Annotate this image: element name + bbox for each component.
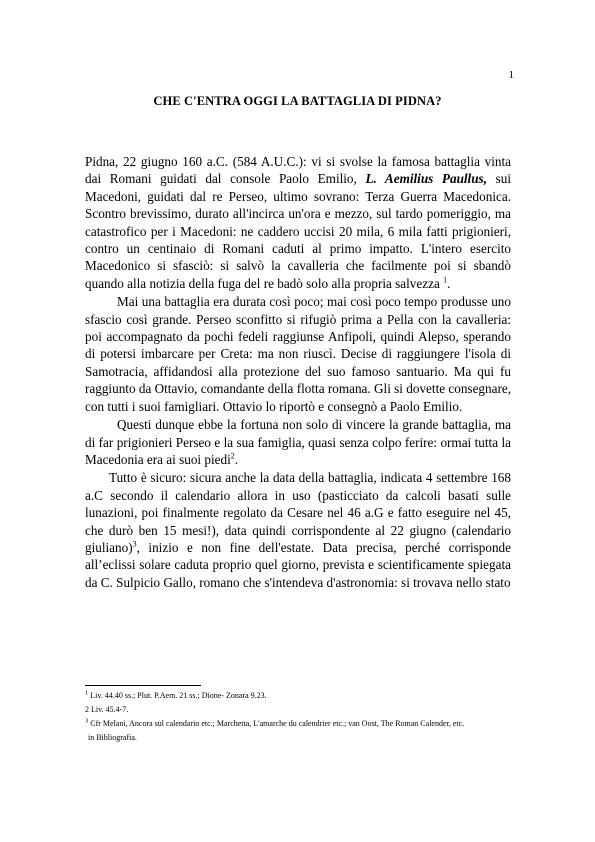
paragraph-3-text: Questi dunque ebbe la fortuna non solo di vincere la grande battaglia, ma di far prigionieri Perseo e la sua famiglia, quasi senza colpo ferire: ormai tutta la Macedonia era ai suoi piedi — [85, 417, 511, 467]
footnote-3-continuation — [85, 731, 511, 745]
footnote-3-number: 3 — [85, 717, 89, 725]
page-number: 1 — [508, 69, 514, 81]
paragraph-4 — [85, 469, 511, 591]
paragraph-1-text-a: Pidna, 22 giugno 160 a.C. (584 A.U.C.): vi si svolse la famosa battaglia vinta dai Romani guidati dal console Paolo Emilio, — [85, 154, 511, 187]
footnote-2-text: 2 Liv. 45.4-7. — [85, 705, 129, 714]
footnote-3-continuation-text: in Bibliografia. — [88, 733, 137, 742]
paragraph-3-end: . — [234, 451, 239, 467]
paragraph-1-text-b: sui Macedoni, guidati dal re Perseo, ultimo sovrano: Terza Guerra Macedonica. Scontro brevissimo, durato all'incirca un'ora e mezzo, sul tardo pomeriggio, ma catastrofico per i Macedoni: ne caddero uccisi 20 mila, 6 mila fatti prigionieri, contro un centinaio di Romani caduti al primo impatto. L'intero esercito Macedonico si sfasciò: si salvò la cavalleria che facilmente poi si sbandò quando alla notizia della fuga del re badò solo alla propria salvezza — [85, 171, 512, 291]
footnote-3 — [85, 717, 511, 731]
paragraph-1 — [85, 153, 511, 292]
footnote-1-text: Liv. 44.40 ss.; Plut. P.Aem. 21 ss.; Dione- Zonara 9.23. — [90, 691, 267, 700]
footnote-ref-2[interactable]: 2 — [230, 451, 235, 461]
paragraph-4-text-a: Tutto è sicuro: sicura anche la data della battaglia, indicata 4 settembre 168 a.C secondo il calendario allora in uso (pasticciato da calcoli basati sulle lunazioni, poi finalmente regolato da Cesare nel 46 a.G e fatto eseguire nel 45, che durò ben 15 mesi!), data quindi corrispondente al 22 giugno (calendario giuliano) — [85, 470, 511, 555]
footnotes — [85, 689, 511, 745]
footnote-ref-1[interactable]: 1 — [443, 275, 448, 285]
latin-name: L. Aemilius Paullus, — [365, 171, 487, 187]
document-title: CHE C'ENTRA OGGI LA BATTAGLIA DI PIDNA? — [153, 94, 442, 108]
paragraph-1-end: . — [447, 275, 451, 291]
footnote-1-number: 1 — [85, 689, 89, 697]
paragraph-2: Mai una battaglia era durata così poco; mai così poco tempo produsse uno sfascio così grande. Perseo sconfitto si rifugiò prima a Pella con la cavalleria: poi accompagnato da pochi fedeli raggiunse Anfipoli, quindi Alepso, sperando di potersi imbarcare per Creta: ma non riuscì. Decise di raggiungere l'isola di Samotracia, affidandosi alla protezione del suo famoso santuario. Ma qui fu raggiunto da Ottavio, comandante della flotta romana. Gli si dovette consegnare, con tutti i suoi famigliari. Ottavio lo riportò e consegnò a Paolo Emilio. — [85, 294, 511, 414]
paragraph-4-text-b: , inizio e non fine dell'estate. Data precisa, perché corrisponde all’eclissi solare caduta proprio quel giorno, prevista e scientificamente spiegata da C. Sulpicio Gallo, romano che s'intendeva d'astronomia: si trovava nello stato — [85, 539, 511, 590]
footnote-3-text: Cfr Melani, Ancora sul calendario etc.; Marchetta, L'amarche du calendrier etc.; van Oost, The Roman Calender, etc. — [90, 719, 465, 728]
body-text — [85, 153, 511, 591]
footnote-separator — [85, 685, 201, 686]
paragraph-3 — [85, 416, 511, 468]
footnote-2 — [85, 703, 511, 717]
footnote-ref-3[interactable]: 3 — [132, 539, 137, 549]
footnote-1 — [85, 689, 511, 703]
